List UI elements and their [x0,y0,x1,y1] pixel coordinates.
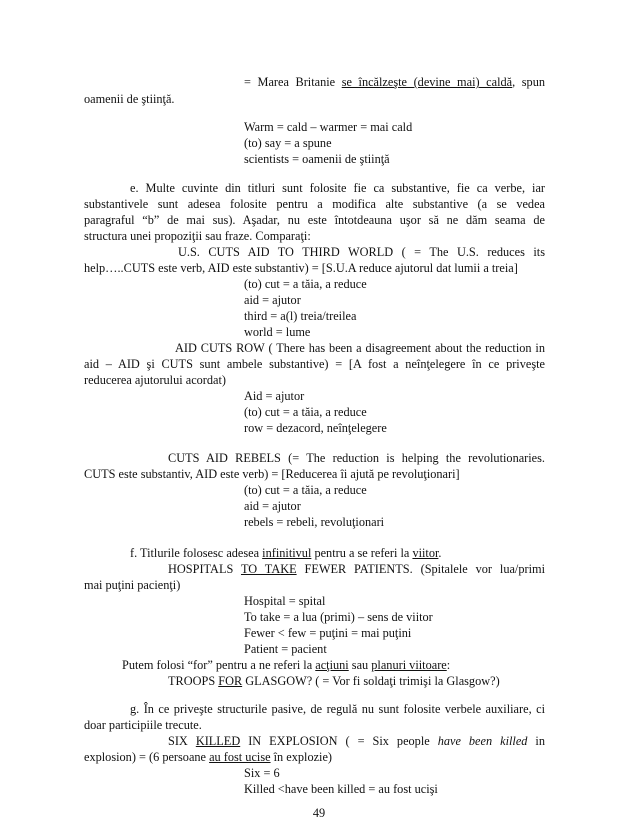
example-headline: CUTS AID REBELS (= The reduction is helping the revolutionaries. [168,451,545,465]
paragraph-e-line: substantivele sunt adesea folosite pentru a modifica alte substantive (a se vedea [84,197,545,211]
example-headline: TROOPS FOR GLASGOW? ( = Vor fi soldaţi trimişi la Glasgow?) [168,674,500,688]
example-line: help…..CUTS este verb, AID este substantiv) = [S.U.A reduce ajutorul dat lumii a treia] [84,261,518,275]
vocab-line: Aid = ajutor [244,389,305,403]
example-line: reducerea ajutorului acordat) [84,373,227,387]
paragraph-e-line: e. Multe cuvinte din titluri sunt folosite fie ca substantive, fie ca verbe, iar [130,181,545,195]
vocab-line: row = dezacord, neînţelegere [244,421,387,435]
example-line: aid – AID şi CUTS sunt ambele substantive) = [A fost a neînţelegere în ce priveşte [84,357,545,371]
text-line: = Marea Britanie se încălzeşte (devine mai) caldă, spun [244,75,545,89]
example-headline: SIX KILLED IN EXPLOSION ( = Six people have been killed in [168,734,545,748]
vocab-line: aid = ajutor [244,499,301,513]
paragraph-e-line: structura unei propoziţii sau fraze. Comparaţi: [84,229,311,243]
vocab-line: world = lume [244,325,311,339]
vocab-line: Six = 6 [244,766,280,780]
vocab-line: (to) cut = a tăia, a reduce [244,483,367,497]
vocab-line: Killed <have been killed = au fost ucişi [244,782,438,796]
text-line: Putem folosi “for” pentru a ne referi la acţiuni sau planuri viitoare: [122,658,451,672]
vocab-line: aid = ajutor [244,293,301,307]
vocab-line: (to) cut = a tăia, a reduce [244,405,367,419]
paragraph-e-line: paragraful “b” de mai sus). Aşadar, nu este întotdeauna uşor să ne dăm seama de [84,213,545,227]
paragraph-g-line: doar participiile trecute. [84,718,202,732]
vocab-line: (to) say = a spune [244,136,332,150]
vocab-line: scientists = oamenii de ştiinţă [244,152,390,166]
example-line: explosion) = (6 persoane au fost ucise în explozie) [84,750,333,764]
example-headline: HOSPITALS TO TAKE FEWER PATIENTS. (Spitalele vor lua/primi [168,562,545,576]
vocab-line: Fewer < few = puţini = mai puţini [244,626,412,640]
paragraph-g-line: g. În ce priveşte structurile pasive, de regulă nu sunt folosite verbele auxiliare, ci [130,702,545,716]
vocab-line: Warm = cald – warmer = mai cald [244,120,413,134]
page-number: 49 [312,806,326,820]
text-line: oamenii de ştiinţă. [84,92,175,106]
example-line: mai puţini pacienţi) [84,578,181,592]
example-headline: AID CUTS ROW ( There has been a disagreement about the reduction in [175,341,545,355]
example-line: CUTS este substantiv, AID este verb) = [Reducerea îi ajută pe revoluţionari] [84,467,460,481]
vocab-line: Patient = pacient [244,642,327,656]
vocab-line: Hospital = spital [244,594,326,608]
vocab-line: third = a(l) treia/treilea [244,309,357,323]
vocab-line: To take = a lua (primi) – sens de viitor [244,610,433,624]
vocab-line: (to) cut = a tăia, a reduce [244,277,367,291]
example-headline: U.S. CUTS AID TO THIRD WORLD ( = The U.S. reduces its [178,245,545,259]
vocab-line: rebels = rebeli, revoluţionari [244,515,385,529]
paragraph-f-line: f. Titlurile folosesc adesea infinitivul pentru a se referi la viitor. [130,546,442,560]
